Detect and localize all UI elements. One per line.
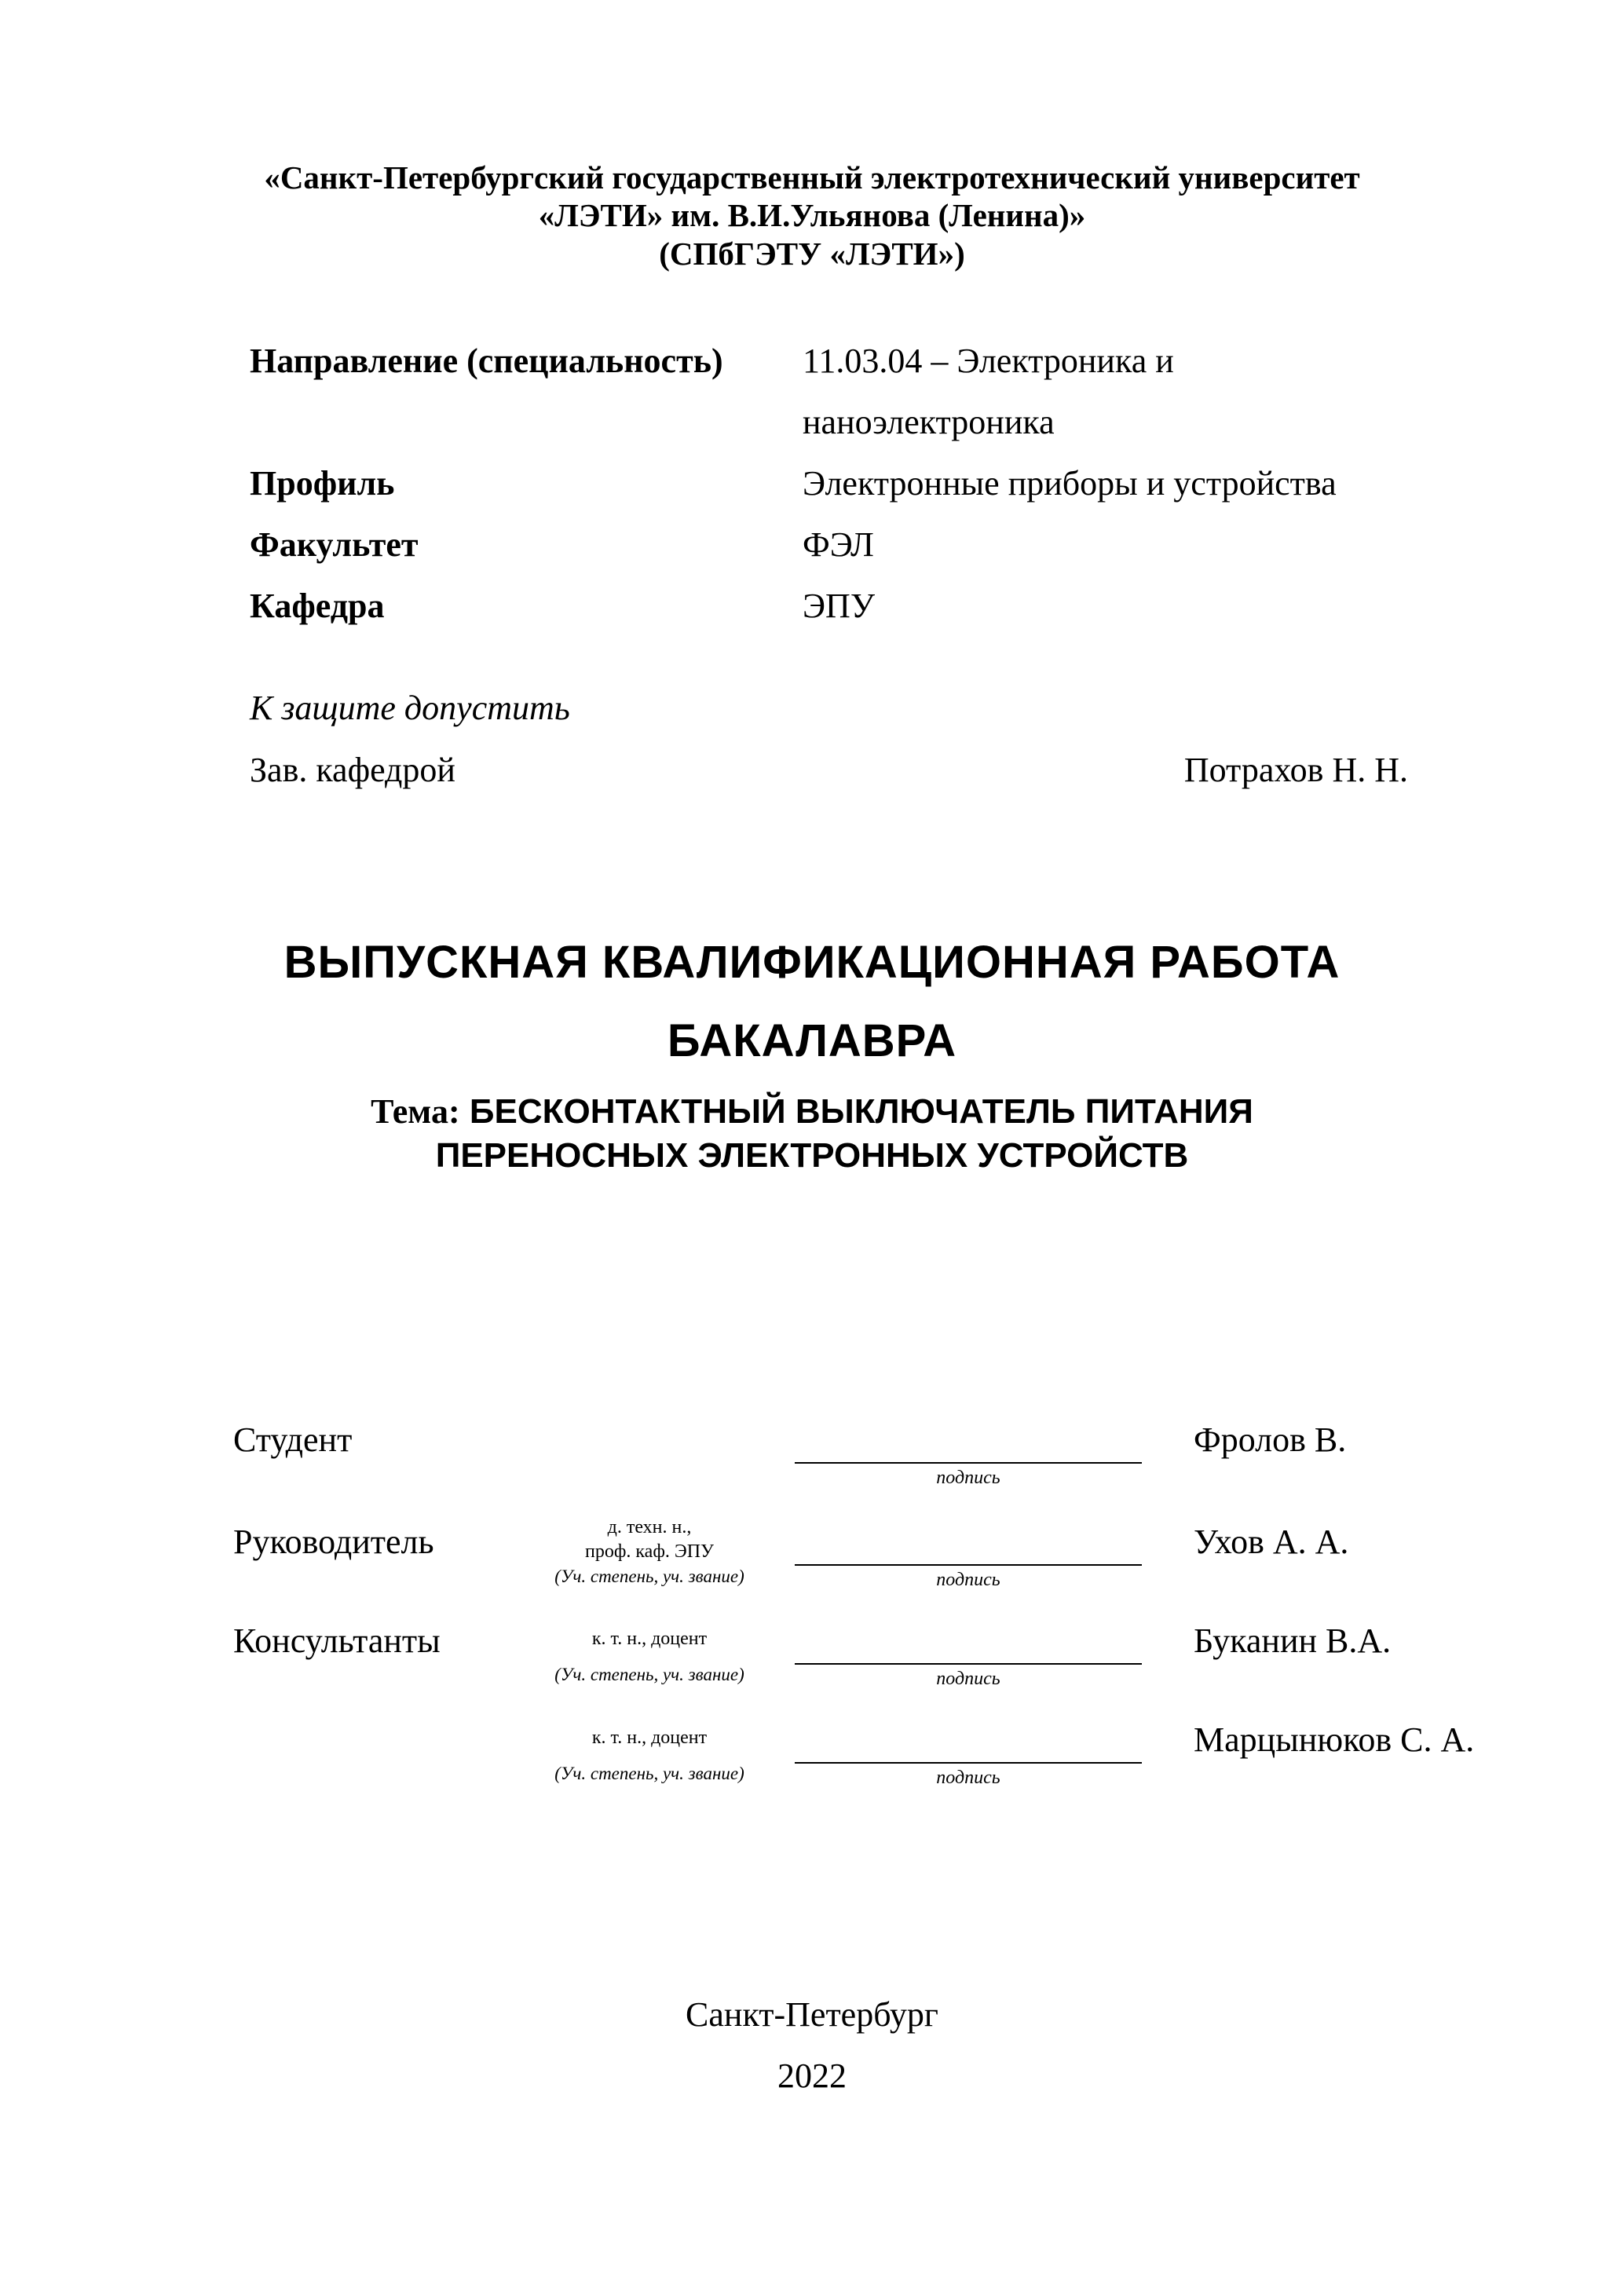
- footer-year: 2022: [777, 2057, 847, 2095]
- student-signature-caption: подпись: [936, 1468, 1000, 1488]
- direction-value-line-2: наноэлектроника: [803, 403, 1055, 441]
- consultant-1-degree: к. т. н., доцент: [591, 1629, 708, 1649]
- footer-city: Санкт-Петербург: [686, 1995, 938, 2034]
- profile-label: Профиль: [250, 464, 395, 503]
- head-of-department-name: Потрахов Н. Н.: [1183, 751, 1408, 789]
- supervisor-degree-caption: (Уч. степень, уч. звание): [554, 1567, 744, 1586]
- admission-text: К защите допустить: [250, 689, 570, 727]
- head-of-department-label: Зав. кафедрой: [250, 751, 455, 789]
- topic-text-line-1: БЕСКОНТАКТНЫЙ ВЫКЛЮЧАТЕЛЬ ПИТАНИЯ: [469, 1092, 1253, 1131]
- supervisor-degree-line-1: д. техн. н.,: [607, 1517, 692, 1537]
- student-role: Студент: [233, 1420, 353, 1459]
- consultant-2-degree-caption: (Уч. степень, уч. звание): [554, 1764, 744, 1783]
- profile-value: Электронные приборы и устройства: [803, 464, 1337, 503]
- consultant-1-signature-line: [795, 1663, 1142, 1665]
- department-value: ЭПУ: [803, 587, 875, 625]
- supervisor-name: Ухов А. А.: [1194, 1523, 1349, 1561]
- university-name-line-1: «Санкт-Петербургский государственный электротехнический университет: [264, 159, 1360, 196]
- consultant-2-name: Марцынюков С. А.: [1194, 1720, 1475, 1759]
- topic-prefix: Тема:: [371, 1092, 460, 1131]
- direction-value-line-1: 11.03.04 – Электроника и: [803, 342, 1174, 380]
- supervisor-role: Руководитель: [233, 1523, 434, 1561]
- consultant-2-signature-line: [795, 1762, 1142, 1764]
- topic-line-1: [0, 1091, 1624, 1132]
- document-title-line-2: БАКАЛАВРА: [667, 1015, 957, 1066]
- direction-label: Направление (специальность): [250, 342, 723, 380]
- supervisor-signature-caption: подпись: [936, 1570, 1000, 1590]
- consultant-1-signature-caption: подпись: [936, 1669, 1000, 1689]
- student-name: Фролов В.: [1194, 1420, 1347, 1459]
- consultant-1-degree-caption: (Уч. степень, уч. звание): [554, 1665, 744, 1684]
- student-signature-line: [795, 1462, 1142, 1464]
- document-title-line-1: ВЫПУСКНАЯ КВАЛИФИКАЦИОННАЯ РАБОТА: [283, 937, 1341, 988]
- department-label: Кафедра: [250, 587, 385, 625]
- supervisor-signature-line: [795, 1564, 1142, 1566]
- university-abbreviation: (СПбГЭТУ «ЛЭТИ»): [659, 236, 965, 272]
- consultants-role: Консультанты: [233, 1621, 441, 1660]
- supervisor-degree-line-2: проф. каф. ЭПУ: [584, 1541, 715, 1562]
- faculty-label: Факультет: [250, 525, 419, 564]
- consultant-2-degree: к. т. н., доцент: [591, 1727, 708, 1748]
- consultant-1-name: Буканин В.А.: [1194, 1621, 1392, 1660]
- topic-line-2: ПЕРЕНОСНЫХ ЭЛЕКТРОННЫХ УСТРОЙСТВ: [435, 1136, 1189, 1175]
- faculty-value: ФЭЛ: [803, 525, 874, 564]
- university-name-line-2: «ЛЭТИ» им. В.И.Ульянова (Ленина)»: [538, 197, 1086, 233]
- consultant-2-signature-caption: подпись: [936, 1768, 1000, 1788]
